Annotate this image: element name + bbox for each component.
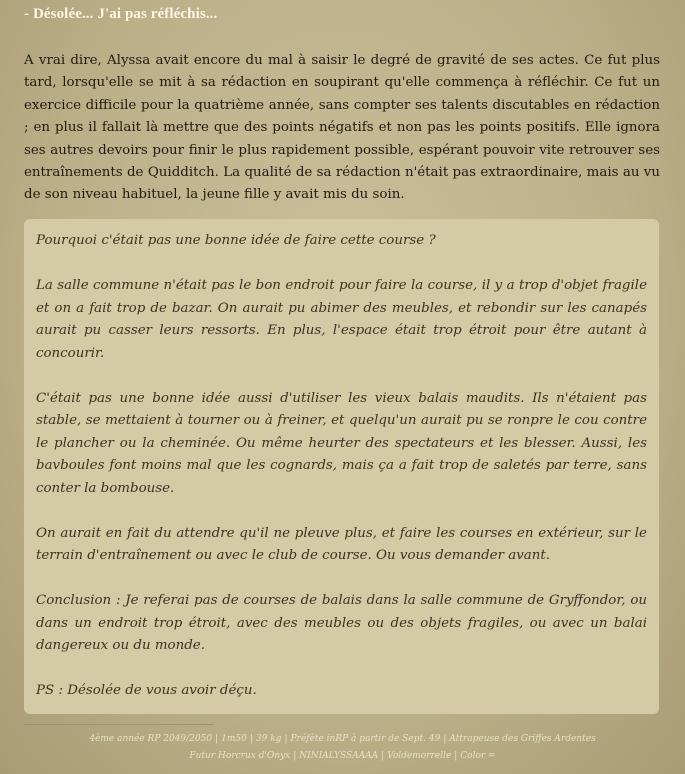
signature-height: 1m50 xyxy=(221,734,247,744)
signature xyxy=(0,731,685,765)
post-heading: - Désolée... J'ai pas réfléchis... xyxy=(24,6,218,22)
essay-paragraph-3: On aurait en fait du attendre qu'il ne pleuve plus, et faire les courses en extérieur, sur le terrain d'entraînement ou avec le club de course. Ou vous demander avant. xyxy=(36,525,647,563)
signature-year: 4ème année RP 2049/2050 xyxy=(89,734,213,744)
essay-ps: PS : Désolée de vous avoir déçu. xyxy=(36,683,257,698)
narrative-paragraph: A vrai dire, Alyssa avait encore du mal à saisir le degré de gravité de ses actes. Ce fut plus tard, lorsqu'elle se mit à sa rédaction en soupirant qu'elle commença à réfléchir. Ce fut un exercice difficile pour la quatrième année, sans compter ses talents discutables en rédaction ; en plus il fallait là mettre que des points négatifs et non pas les points positifs. Elle ignora ses autres devoirs pour finir le plus rapidement possible, espérant pouvoir vite retrouver ses entraînements de Quidditch. La qualité de sa rédaction n'était pas extraordinaire, mais au vu de son niveau habituel, la jeune fille y avait mis du soin. xyxy=(24,53,660,203)
essay-paragraph-2: C'était pas une bonne idée aussi d'utiliser les vieux balais maudits. Ils n'étaient pas stable, se mettaient à tourner ou à freiner, et quelqu'un aurait pu se ronpre le cou contre le plancher ou la cheminée. Ou même heurter des spectateurs et les blesser. Aussi, les bavboules font moins mal que les cognards, mais ça a fait trop de saletés par terre, sans conter la bombouse. xyxy=(36,390,647,496)
signature-color: Color = xyxy=(460,751,496,761)
essay-quote-box xyxy=(24,219,659,714)
signature-link-horcrux[interactable]: Futur Horcrux d'Onyx xyxy=(189,751,291,761)
signature-line-1: 4ème année RP 2049/2050 | 1m50 | 39 kg | Préfète inRP à partir de Sept. 49 | Attrapeuse des Griffes Ardentes xyxy=(89,734,596,744)
signature-prefect: Préfète inRP à partir de Sept. 49 xyxy=(290,734,441,744)
essay-conclusion: Conclusion : Je referai pas de courses de balais dans la salle commune de Gryffondor, ou dans un endroit trop étroit, avec des meubles ou des objets fragiles, ou avec un balai dangereux ou du monde. xyxy=(36,593,647,653)
signature-divider xyxy=(24,724,214,725)
essay-question: Pourquoi c'était pas une bonne idée de faire cette course ? xyxy=(36,233,436,248)
signature-link-voldemorrelle[interactable]: Voldemorrelle xyxy=(387,751,452,761)
essay-paragraph-1: La salle commune n'était pas le bon endroit pour faire la course, il y a trop d'objet fragile et on a fait trop de bazar. On aurait pu abimer des meubles, et rebondir sur les canapés aurait pu casser leurs ressorts. En plus, l'espace était trop étroit pour être autant à concourir. xyxy=(36,278,647,361)
signature-weight: 39 kg xyxy=(255,734,282,744)
signature-seeker: Attrapeuse des Griffes Ardentes xyxy=(449,734,596,744)
signature-line-2: Futur Horcrux d'Onyx | NINIALYSSAAAA | Voldemorrelle | Color = xyxy=(189,751,496,761)
signature-link-niniAlyssa[interactable]: NINIALYSSAAAA xyxy=(299,751,379,761)
